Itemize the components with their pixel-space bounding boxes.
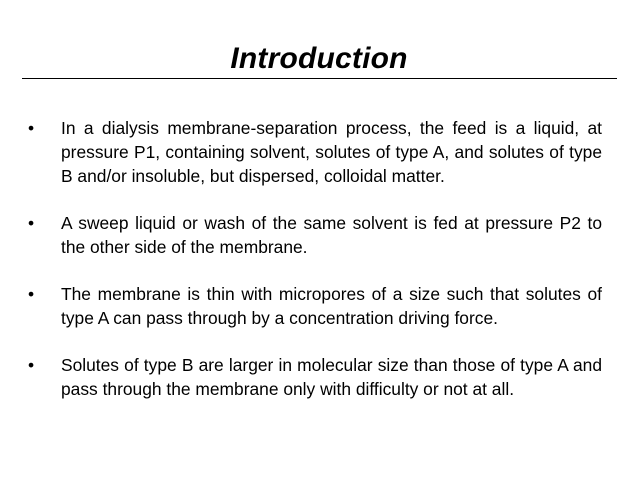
bullet-icon: • — [28, 355, 35, 375]
bullet-text: In a dialysis membrane-separation process, the feed is a liquid, at pressure P1, containing solvent, solutes of type A, and solutes of type B and/or insoluble, but dispersed, colloidal matter. — [61, 118, 602, 186]
bullet-text: Solutes of type B are larger in molecular size than those of type A and pass through the membrane only with difficulty or not at all. — [61, 355, 602, 399]
bullet-icon: • — [28, 118, 35, 138]
bullet-item — [28, 211, 602, 259]
bullet-text: The membrane is thin with micropores of a size such that solutes of type A can pass through by a concentration driving force. — [61, 284, 602, 328]
title-divider — [22, 78, 617, 79]
bullet-text: A sweep liquid or wash of the same solvent is fed at pressure P2 to the other side of the membrane. — [61, 213, 602, 257]
bullet-item — [28, 116, 602, 188]
slide-title: Introduction — [230, 42, 408, 75]
bullet-item — [28, 353, 602, 401]
bullet-list — [28, 116, 602, 401]
bullet-item — [28, 282, 602, 330]
bullet-icon: • — [28, 284, 35, 304]
bullet-icon: • — [28, 213, 35, 233]
